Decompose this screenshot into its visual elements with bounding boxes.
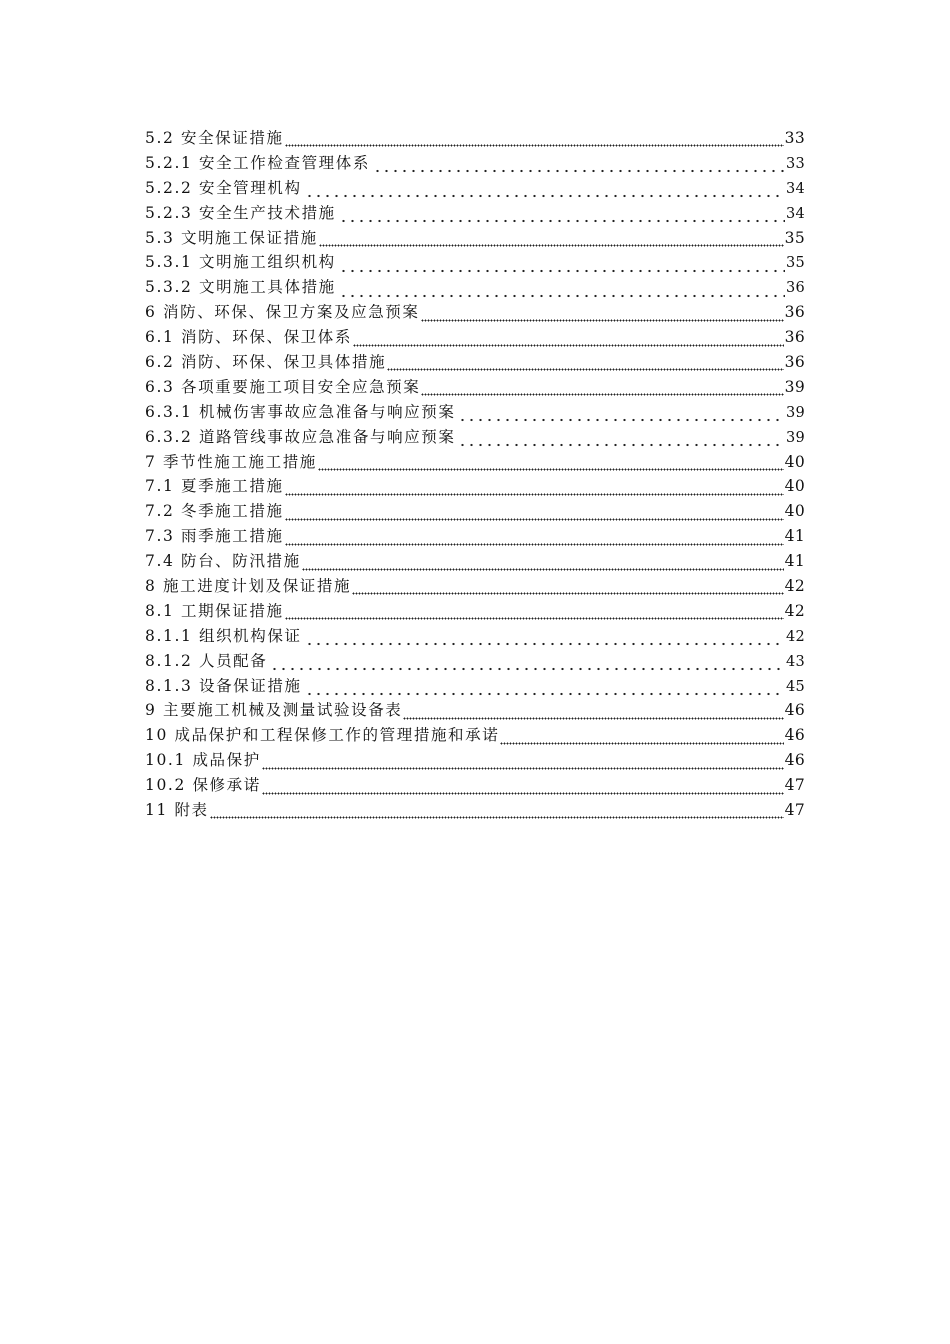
toc-entry-page: 33 <box>784 129 805 147</box>
toc-entry-title: 5.2.3 安全生产技术措施 <box>145 203 336 222</box>
toc-entry[interactable] <box>145 201 805 226</box>
toc-entry-page: 46 <box>784 751 805 770</box>
toc-entry-page: 41 <box>784 552 805 571</box>
toc-entry-title: 10.2 保修承诺 <box>145 776 261 795</box>
toc-dot-leader <box>337 286 785 298</box>
toc-entry-page: 47 <box>784 801 805 820</box>
toc-entry-page: 36 <box>784 328 805 347</box>
toc-entry-title: 6.3 各项重要施工项目安全应急预案 <box>145 377 421 396</box>
toc-entry-title: 8 施工进度计划及保证措施 <box>145 577 352 596</box>
toc-entry-page: 34 <box>785 180 805 197</box>
toc-entry-page: 35 <box>785 255 805 272</box>
toc-entry-page: 34 <box>785 205 805 222</box>
toc-entry-page: 36 <box>784 353 805 372</box>
table-of-contents <box>145 126 805 823</box>
toc-entry-title: 9 主要施工机械及测量试验设备表 <box>145 701 403 720</box>
toc-entry-title: 6.1 消防、环保、保卫体系 <box>145 328 352 347</box>
toc-dot-leader <box>268 659 785 671</box>
toc-entry-page: 42 <box>784 577 805 596</box>
toc-entry-title: 11 附表 <box>145 801 209 820</box>
toc-entry[interactable] <box>145 325 805 350</box>
toc-dot-leader <box>456 435 784 447</box>
toc-entry-title: 10.1 成品保护 <box>145 751 261 770</box>
toc-entry[interactable] <box>145 698 805 723</box>
toc-entry[interactable] <box>145 723 805 748</box>
toc-entry[interactable] <box>145 499 805 524</box>
toc-entry-title: 5.3 文明施工保证措施 <box>145 228 318 247</box>
toc-entry[interactable] <box>145 474 805 499</box>
toc-entry[interactable] <box>145 151 805 176</box>
toc-entry-page: 40 <box>784 477 805 496</box>
toc-entry[interactable] <box>145 798 805 823</box>
toc-entry-title: 6.3.1 机械伤害事故应急准备与响应预案 <box>145 402 456 421</box>
toc-entry-title: 7 季节性施工施工措施 <box>145 452 317 471</box>
toc-dot-leader <box>353 336 784 348</box>
toc-dot-leader <box>302 560 784 572</box>
toc-dot-leader <box>303 684 785 696</box>
toc-dot-leader <box>403 709 783 721</box>
toc-entry[interactable] <box>145 425 805 450</box>
toc-dot-leader <box>319 236 784 248</box>
toc-dot-leader <box>285 510 784 522</box>
toc-entry-page: 36 <box>785 280 805 297</box>
toc-dot-leader <box>262 759 784 771</box>
toc-entry-page: 40 <box>784 452 805 471</box>
toc-entry-page: 45 <box>785 678 805 695</box>
toc-entry[interactable] <box>145 599 805 624</box>
toc-entry-title: 7.2 冬季施工措施 <box>145 502 284 521</box>
toc-dot-leader <box>318 460 784 472</box>
toc-entry-page: 40 <box>784 502 805 521</box>
toc-entry-page: 43 <box>785 653 805 670</box>
toc-entry-page: 42 <box>785 628 805 645</box>
toc-entry-page: 41 <box>784 527 805 546</box>
toc-dot-leader <box>210 808 784 820</box>
toc-entry-page: 33 <box>785 155 805 172</box>
toc-entry-page: 42 <box>784 601 805 620</box>
toc-entry-title: 8.1.2 人员配备 <box>145 651 268 670</box>
toc-entry[interactable] <box>145 226 805 251</box>
toc-entry-title: 10 成品保护和工程保修工作的管理措施和承诺 <box>145 726 500 745</box>
toc-dot-leader <box>421 311 784 323</box>
toc-entry[interactable] <box>145 375 805 400</box>
toc-dot-leader <box>285 535 784 547</box>
toc-entry-page: 46 <box>784 701 805 720</box>
toc-dot-leader <box>500 734 783 746</box>
toc-dot-leader <box>285 136 784 148</box>
toc-dot-leader <box>337 261 785 273</box>
toc-entry[interactable] <box>145 400 805 425</box>
toc-entry-title: 5.3.2 文明施工具体措施 <box>145 278 336 297</box>
toc-entry-title: 5.2 安全保证措施 <box>145 129 284 147</box>
toc-entry-title: 6.3.2 道路管线事故应急准备与响应预案 <box>145 427 456 446</box>
toc-dot-leader <box>303 186 785 198</box>
toc-entry[interactable] <box>145 450 805 475</box>
toc-entry[interactable] <box>145 748 805 773</box>
toc-entry-page: 47 <box>784 776 805 795</box>
toc-dot-leader <box>387 360 783 372</box>
toc-entry[interactable] <box>145 176 805 201</box>
toc-dot-leader <box>337 211 785 223</box>
toc-entry-title: 8.1 工期保证措施 <box>145 601 284 620</box>
toc-entry-title: 7.1 夏季施工措施 <box>145 477 284 496</box>
toc-dot-leader <box>285 609 784 621</box>
toc-entry[interactable] <box>145 649 805 674</box>
toc-entry[interactable] <box>145 250 805 275</box>
toc-entry-title: 5.3.1 文明施工组织机构 <box>145 253 336 272</box>
toc-dot-leader <box>421 385 783 397</box>
toc-entry-page: 46 <box>784 726 805 745</box>
toc-entry-title: 6.2 消防、环保、保卫具体措施 <box>145 353 387 372</box>
toc-entry[interactable] <box>145 275 805 300</box>
toc-entry[interactable] <box>145 126 805 151</box>
toc-entry-title: 5.2.1 安全工作检查管理体系 <box>145 153 370 172</box>
toc-entry-title: 7.3 雨季施工措施 <box>145 527 284 546</box>
toc-entry-page: 39 <box>785 404 805 421</box>
toc-entry[interactable] <box>145 574 805 599</box>
toc-entry-page: 39 <box>785 429 805 446</box>
toc-entry[interactable] <box>145 524 805 549</box>
toc-entry[interactable] <box>145 624 805 649</box>
toc-entry-page: 39 <box>784 377 805 396</box>
toc-entry-title: 7.4 防台、防汛措施 <box>145 552 301 571</box>
toc-entry[interactable] <box>145 773 805 798</box>
toc-entry-title: 8.1.1 组织机构保证 <box>145 626 302 645</box>
toc-dot-leader <box>285 485 784 497</box>
toc-dot-leader <box>456 410 784 422</box>
toc-dot-leader <box>262 784 784 796</box>
toc-dot-leader <box>352 584 784 596</box>
toc-dot-leader <box>371 161 785 173</box>
toc-entry[interactable] <box>145 300 805 325</box>
toc-entry-title: 6 消防、环保、保卫方案及应急预案 <box>145 303 420 322</box>
toc-entry-title: 5.2.2 安全管理机构 <box>145 178 302 197</box>
toc-entry-title: 8.1.3 设备保证措施 <box>145 676 302 695</box>
toc-entry-page: 36 <box>784 303 805 322</box>
toc-dot-leader <box>303 634 785 646</box>
toc-entry[interactable] <box>145 350 805 375</box>
toc-entry-page: 35 <box>784 228 805 247</box>
toc-entry[interactable] <box>145 549 805 574</box>
toc-entry[interactable] <box>145 674 805 699</box>
